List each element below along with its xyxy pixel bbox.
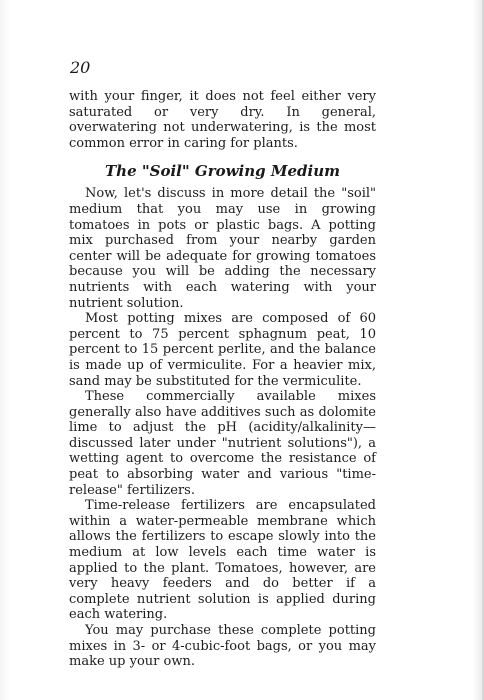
- section-heading: The "Soil" Growing Medium: [105, 162, 340, 181]
- paragraph-time-release-fertilizers: Time-release fertilizers are encapsulated within a water-permeable membrane which allows the fertilizers to escape slowly into the medium at low levels each time water is applied to the plant. Tomatoes, however, are very heavy feeders and do better if a complete nutrient solution is applied during each watering.: [69, 498, 376, 623]
- paragraph-potting-mix-composition: Most potting mixes are composed of 60 percent to 75 percent sphagnum peat, 10 percent to 15 percent perlite, and the balance is made up of vermiculite. For a heavier mix, sand may be substituted for the vermiculite.: [69, 311, 376, 389]
- paragraph-soil-medium: Now, let's discuss in more detail the "soil" medium that you may use in growing tomatoes in pots or plastic bags. A potting mix purchased from your nearby garden center will be adequate for growing tomatoes because you will be adding the necessary nutrients with each watering with your nutrient solution.: [69, 186, 376, 311]
- page-body: [69, 89, 376, 670]
- paragraph-purchase-mixes: You may purchase these complete potting mixes in 3- or 4-cubic-foot bags, or you may make up your own.: [69, 623, 376, 670]
- paragraph-continuation: with your finger, it does not feel either very saturated or very dry. In general, overwatering not underwatering, is the most common error in caring for plants.: [69, 89, 376, 151]
- page-number: 20: [70, 58, 91, 77]
- paragraph-additives: These commercially available mixes generally also have additives such as dolomite lime to adjust the pH (acidity/alkalinity—discussed later under "nutrient solutions"), a wetting agent to overcome the resistance of peat to absorbing water and various "time-release" fertilizers.: [69, 389, 376, 498]
